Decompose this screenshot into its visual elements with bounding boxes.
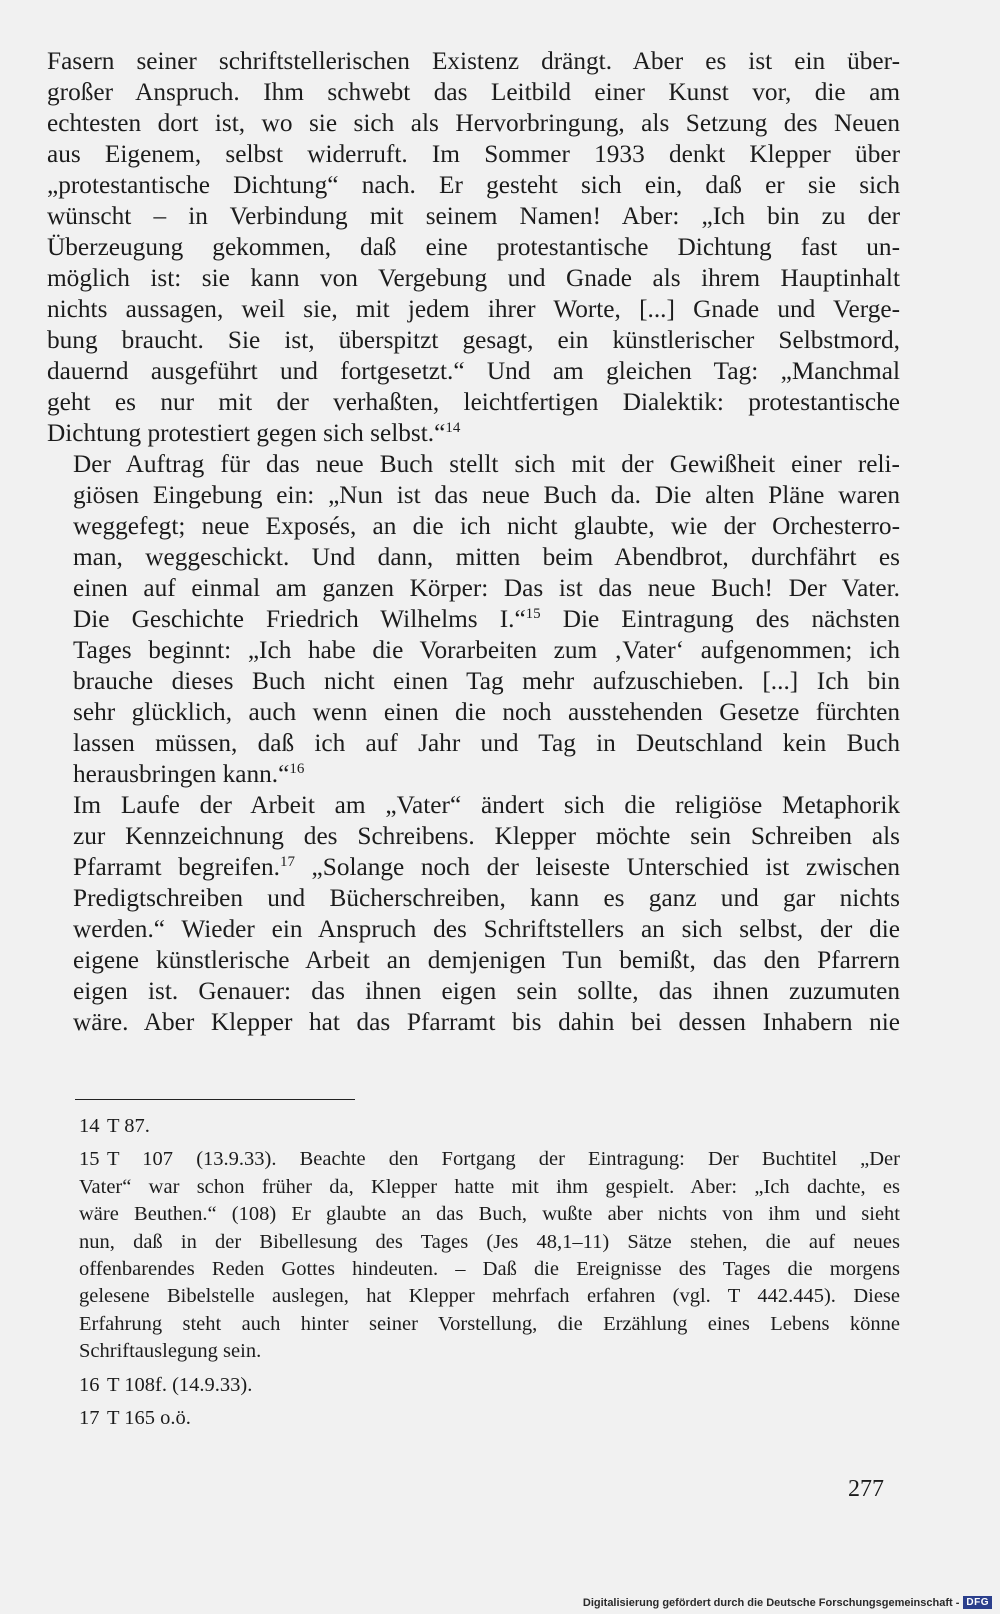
paragraph-3 bbox=[47, 790, 900, 1038]
footnote-line: nun, daß in der Bibellesung des Tages (Jes 48,1–11) Sätze stehen, die auf neues bbox=[79, 1230, 900, 1253]
footnote-text: T 87. bbox=[107, 1115, 150, 1137]
text-line: Im Laufe der Arbeit am „Vater“ ändert sich die religiöse Metaphorik bbox=[73, 791, 900, 819]
text-line: werden.“ Wieder ein Anspruch des Schriftstellers an sich selbst, der die bbox=[73, 915, 900, 943]
text-fragment: Die Eintragung des nächsten bbox=[540, 605, 900, 633]
text-line: geht es nur mit der verhaßten, leichtfertigen Dialektik: protestantische bbox=[47, 388, 900, 416]
text-line: Fasern seiner schriftstellerischen Existenz drängt. Aber es ist ein über- bbox=[47, 47, 900, 75]
footnote-line bbox=[79, 1146, 900, 1173]
footnote-line: Vater“ war schon früher da, Klepper hatte mit ihm gespielt. Aber: „Ich dachte, es bbox=[79, 1175, 900, 1198]
footnote-text: T 165 o.ö. bbox=[107, 1407, 191, 1430]
footnote-divider bbox=[75, 1099, 355, 1100]
footnote-line: offenbarendes Reden Gottes hindeuten. – Daß die Ereignisse des Tages die morgens bbox=[79, 1258, 900, 1281]
footnote-text: T 107 (13.9.33). Beachte den Fortgang der Eintragung: Der Buchtitel „Der bbox=[107, 1148, 900, 1171]
footnote-line: Schriftauslegung sein. bbox=[79, 1340, 262, 1363]
digitization-banner bbox=[583, 1596, 992, 1609]
text-fragment: „Solange noch der leiseste Unterschied ist zwischen bbox=[294, 853, 900, 881]
paragraph-1 bbox=[47, 46, 900, 449]
text-line: möglich ist: sie kann von Vergebung und Gnade als ihrem Hauptinhalt bbox=[47, 264, 900, 292]
dfg-logo: DFG bbox=[963, 1596, 992, 1609]
text-line: eigene künstlerische Arbeit an demjenigen Tun bemißt, das den Pfarrern bbox=[73, 946, 900, 974]
footnote-number: 17 bbox=[79, 1407, 100, 1430]
text-line: eigen ist. Genauer: das ihnen eigen sein sollte, das ihnen zuzumuten bbox=[73, 977, 900, 1005]
text-line: brauche dieses Buch nicht einen Tag mehr aufzuschieben. [...] Ich bin bbox=[73, 667, 900, 695]
page-number: 277 bbox=[848, 1476, 884, 1502]
footnotes bbox=[79, 1113, 900, 1438]
text-line: Predigtschreiben und Bücherschreiben, kann es ganz und gar nichts bbox=[73, 884, 900, 912]
footnote-text: T 108f. (14.9.33). bbox=[107, 1373, 253, 1396]
text-line: nichts aussagen, weil sie, mit jedem ihrer Worte, [...] Gnade und Verge- bbox=[47, 295, 900, 323]
text-line: weggefegt; neue Exposés, an die ich nicht glaubte, wie der Orchesterro- bbox=[73, 512, 900, 540]
footnote-ref-17[interactable]: 17 bbox=[279, 854, 295, 870]
text-line: einen auf einmal am ganzen Körper: Das ist das neue Buch! Der Vater. bbox=[73, 574, 900, 602]
footnote-16 bbox=[79, 1372, 900, 1399]
text-line: lassen müssen, daß ich auf Jahr und Tag in Deutschland kein Buch bbox=[73, 729, 900, 757]
text-line bbox=[47, 852, 900, 883]
text-line: Der Auftrag für das neue Buch stellt sich mit der Gewißheit einer reli- bbox=[73, 450, 900, 478]
main-text bbox=[47, 46, 900, 1038]
text-line: man, weggeschickt. Und dann, mitten beim Abendbrot, durchfährt es bbox=[73, 543, 900, 571]
text-line: sehr glücklich, auch wenn einen die noch ausstehenden Gesetze fürchten bbox=[73, 698, 900, 726]
footnote-number: 14 bbox=[79, 1115, 100, 1137]
text-line: aus Eigenem, selbst widerruft. Im Sommer 1933 denkt Klepper über bbox=[47, 140, 900, 168]
footnote-14 bbox=[79, 1113, 900, 1140]
text-line: wäre. Aber Klepper hat das Pfarramt bis dahin bei dessen Inhabern nie bbox=[73, 1008, 900, 1036]
text-line: Tages beginnt: „Ich habe die Vorarbeiten zum ‚Vater‘ aufgenommen; ich bbox=[73, 636, 900, 664]
footnote-ref-14[interactable]: 14 bbox=[445, 420, 461, 436]
footnote-number: 15 bbox=[79, 1148, 100, 1171]
paragraph-2 bbox=[47, 449, 900, 790]
footnote-15 bbox=[79, 1146, 900, 1365]
text-line bbox=[47, 418, 900, 449]
footnote-line: Erfahrung steht auch hinter seiner Vorstellung, die Erzählung eines Lebens könne bbox=[79, 1312, 900, 1335]
footnote-number: 16 bbox=[79, 1373, 100, 1396]
text-line: dauernd ausgeführt und fortgesetzt.“ Und am gleichen Tag: „Manchmal bbox=[47, 357, 900, 385]
text-fragment: Die Geschichte Friedrich Wilhelms I.“ bbox=[73, 605, 526, 633]
text-fragment: herausbringen kann.“ bbox=[73, 760, 290, 788]
text-fragment: Dichtung protestiert gegen sich selbst.“ bbox=[47, 419, 446, 447]
text-fragment: Pfarramt begreifen. bbox=[73, 853, 280, 881]
text-line: giösen Eingebung ein: „Nun ist das neue Buch da. Die alten Pläne waren bbox=[73, 481, 900, 509]
text-line: echtesten dort ist, wo sie sich als Hervorbringung, als Setzung des Neuen bbox=[47, 109, 900, 137]
text-line: wünscht – in Verbindung mit seinem Namen! Aber: „Ich bin zu der bbox=[47, 202, 900, 230]
text-line: zur Kennzeichnung des Schreibens. Klepper möchte sein Schreiben als bbox=[73, 822, 900, 850]
footnote-ref-15[interactable]: 15 bbox=[525, 606, 541, 622]
footnote-ref-16[interactable]: 16 bbox=[289, 761, 305, 777]
footnote-17 bbox=[79, 1405, 900, 1432]
text-line: großer Anspruch. Ihm schwebt das Leitbild einer Kunst vor, die am bbox=[47, 78, 900, 106]
text-line: bung braucht. Sie ist, überspitzt gesagt, ein künstlerischer Selbstmord, bbox=[47, 326, 900, 354]
banner-text: Digitalisierung gefördert durch die Deutsche Forschungsgemeinschaft - bbox=[582, 1596, 960, 1609]
text-line: „protestantische Dichtung“ nach. Er gesteht sich ein, daß er sie sich bbox=[47, 171, 900, 199]
text-line bbox=[47, 759, 900, 790]
text-line bbox=[47, 604, 900, 635]
footnote-line: gelesene Bibelstelle auslegen, hat Klepper mehrfach erfahren (vgl. T 442.445). Diese bbox=[79, 1285, 900, 1308]
text-line: Überzeugung gekommen, daß eine protestantische Dichtung fast un- bbox=[47, 233, 900, 261]
footnote-line: wäre Beuthen.“ (108) Er glaubte an das Buch, wußte aber nichts von ihm und sieht bbox=[79, 1203, 900, 1226]
